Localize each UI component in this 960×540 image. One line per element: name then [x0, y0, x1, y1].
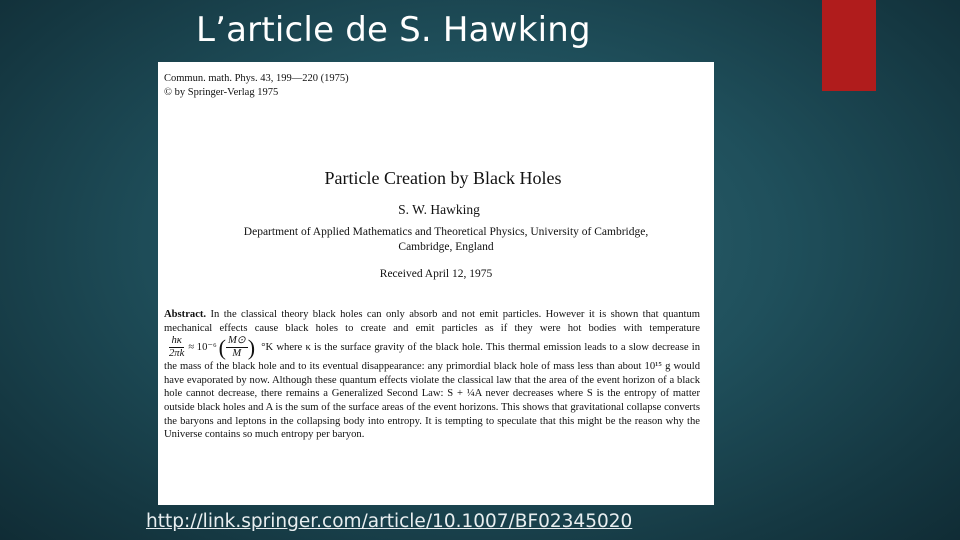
slide-title: L’article de S. Hawking	[196, 10, 591, 50]
affiliation-line: Department of Applied Mathematics and Theoretical Physics, University of Cambridge,	[243, 226, 649, 238]
received-date: Received April 12, 1975	[379, 268, 493, 280]
paper-title: Particle Creation by Black Holes	[324, 168, 562, 188]
formula-paren-open: (	[218, 334, 226, 360]
paper-author: S. W. Hawking	[398, 202, 480, 217]
paper-scan	[158, 62, 714, 505]
formula-numerator: hκ	[171, 335, 182, 347]
abstract	[164, 308, 700, 442]
formula-fraction	[167, 335, 186, 360]
accent-bar	[822, 0, 876, 91]
formula-paren-close: )	[247, 334, 256, 360]
temperature-formula	[167, 335, 255, 360]
copyright-line: © by Springer-Verlag 1975	[164, 87, 279, 98]
article-link[interactable]: http://link.springer.com/article/10.1007/BF02345020	[146, 511, 633, 532]
abstract-label: Abstract.	[164, 309, 207, 320]
paper-affiliation	[192, 225, 700, 255]
journal-citation	[164, 72, 349, 100]
citation-line: Commun. math. Phys. 43, 199—220 (1975)	[164, 73, 349, 84]
formula-mass-ratio	[226, 335, 248, 360]
formula-numerator: M⊙	[227, 335, 246, 347]
affiliation-line: Cambridge, England	[398, 241, 494, 253]
formula-denominator: M	[232, 348, 242, 360]
formula-denominator: 2πk	[169, 348, 185, 360]
abstract-text: In the classical theory black holes can only absorb and not emit particles. However it is shown that quantum mechanical effects cause black holes to create and emit particles as if they were hot bodies with temperature	[164, 309, 701, 334]
formula-approx: ≈ 10⁻⁶	[188, 341, 217, 353]
abstract-text: °K where κ is the surface gravity of the black hole. This thermal emission leads to a slow decrease in the mass of the black hole and to its eventual disappearance: any primordial black hole of mass less than about 10¹⁵ g would have evaporated by now. Although these quantum effects violate the classical law that the area of the event horizon of a black hole cannot decrease, there remains a Generalized Second Law: S + ¼A never decreases where S is the entropy of matter outside black holes and A is the sum of the surface areas of the event horizons. This shows that gravitational collapse converts the baryons and leptons in the collapsing body into entropy. It is tempting to speculate that this might be the reason why the Universe contains so much entropy per baryon.	[164, 342, 700, 441]
